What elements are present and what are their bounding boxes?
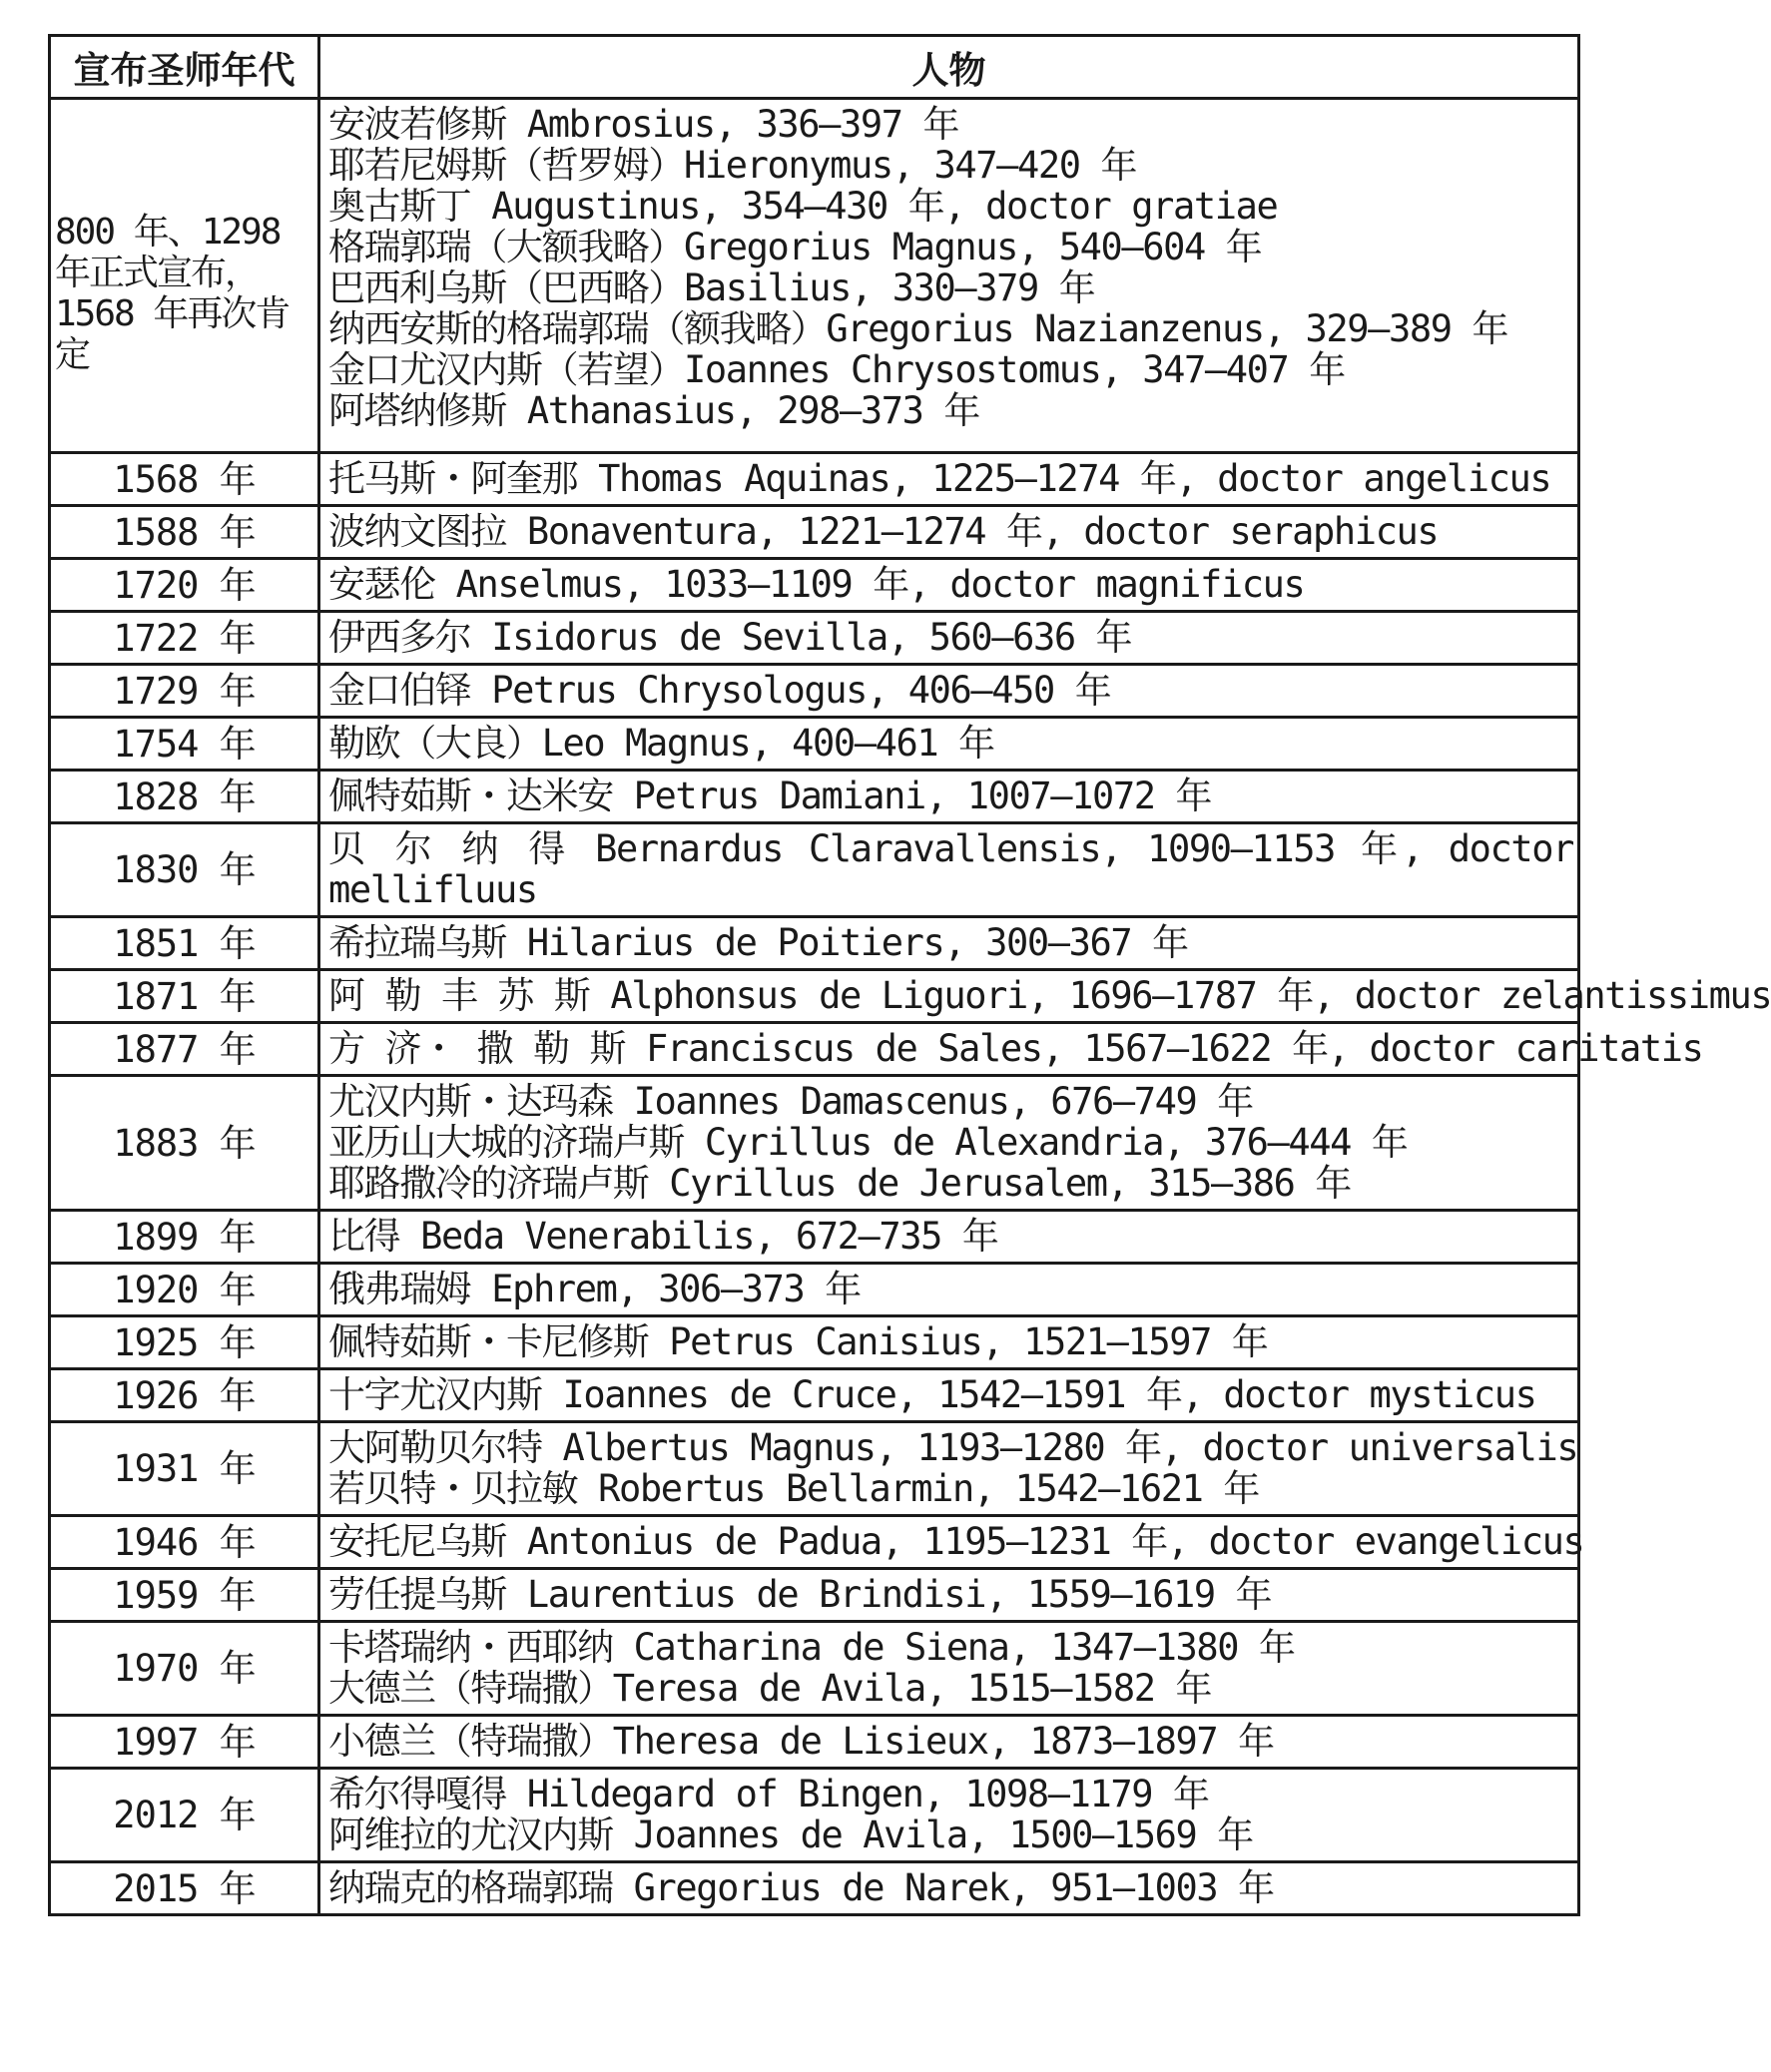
- table-row: [50, 1716, 1579, 1769]
- persons-cell: [319, 559, 1579, 612]
- table-row: [50, 1622, 1579, 1716]
- person-entry: 贝 尔 纳 得 Bernardus Claravallensis, 1090—1153 年, doctor mellifluus: [328, 827, 1573, 911]
- person-entry: 大德兰（特瑞撒）Teresa de Avila, 1515—1582 年: [328, 1667, 1212, 1710]
- person-entry: 纳西安斯的格瑞郭瑞（额我略）Gregorius Nazianzenus, 329—389 年: [328, 307, 1508, 350]
- person-entry: 方 济・ 撒 勒 斯 Franciscus de Sales, 1567—1622 年, doctor caritatis: [328, 1027, 1703, 1070]
- person-entry: 佩特茹斯・卡尼修斯 Petrus Canisius, 1521—1597 年: [328, 1320, 1268, 1363]
- year-cell: 1959 年: [50, 1569, 319, 1622]
- persons-cell: [319, 1422, 1579, 1516]
- persons-cell: [319, 1716, 1579, 1769]
- persons-cell: [319, 718, 1579, 771]
- year-cell: 1754 年: [50, 718, 319, 771]
- table-row: [50, 771, 1579, 823]
- year-cell: 1946 年: [50, 1516, 319, 1569]
- year-cell: 1877 年: [50, 1023, 319, 1076]
- person-entry: 亚历山大城的济瑞卢斯 Cyrillus de Alexandria, 376—444 年: [328, 1121, 1408, 1164]
- persons-cell: [319, 1211, 1579, 1264]
- year-cell: 1828 年: [50, 771, 319, 823]
- person-entry: 俄弗瑞姆 Ephrem, 306—373 年: [328, 1268, 861, 1310]
- persons-cell: [319, 1076, 1579, 1211]
- persons-cell: [319, 665, 1579, 718]
- table-row: [50, 665, 1579, 718]
- year-cell: 1568 年: [50, 453, 319, 506]
- year-cell: 1588 年: [50, 506, 319, 559]
- year-cell: 1931 年: [50, 1422, 319, 1516]
- table-row: [50, 1369, 1579, 1422]
- table-row: [50, 718, 1579, 771]
- person-entry: 耶路撒冷的济瑞卢斯 Cyrillus de Jerusalem, 315—386 年: [328, 1162, 1352, 1205]
- persons-cell: [319, 1862, 1579, 1915]
- persons-cell: [319, 1023, 1703, 1076]
- table-row: [50, 823, 1579, 917]
- person-entry: 小德兰（特瑞撒）Theresa de Lisieux, 1873—1897 年: [328, 1720, 1274, 1763]
- persons-cell: [319, 1316, 1579, 1369]
- person-entry: 佩特茹斯・达米安 Petrus Damiani, 1007—1072 年: [328, 775, 1212, 817]
- person-entry: 耶若尼姆斯（哲罗姆）Hieronymus, 347—420 年: [328, 144, 1137, 187]
- year-cell: 2015 年: [50, 1862, 319, 1915]
- person-entry: 勒欧（大良）Leo Magnus, 400—461 年: [328, 722, 994, 765]
- year-cell: 1851 年: [50, 917, 319, 970]
- table-row: [50, 970, 1579, 1023]
- year-cell: 1720 年: [50, 559, 319, 612]
- year-cell: 1722 年: [50, 612, 319, 665]
- table-row: [50, 453, 1579, 506]
- persons-cell: [319, 99, 1579, 453]
- persons-cell: [319, 771, 1579, 823]
- table-row: [50, 1569, 1579, 1622]
- person-entry: 劳任提乌斯 Laurentius de Brindisi, 1559—1619 年: [328, 1573, 1272, 1616]
- persons-cell: [319, 1769, 1579, 1862]
- person-entry: 安托尼乌斯 Antonius de Padua, 1195—1231 年, doctor evangelicus: [328, 1520, 1584, 1563]
- person-entry: 阿维拉的尤汉内斯 Joannes de Avila, 1500—1569 年: [328, 1813, 1253, 1856]
- person-entry: 金口伯铎 Petrus Chrysologus, 406—450 年: [328, 669, 1111, 712]
- year-cell: 1830 年: [50, 823, 319, 917]
- year-cell: 1899 年: [50, 1211, 319, 1264]
- person-entry: 纳瑞克的格瑞郭瑞 Gregorius de Narek, 951—1003 年: [328, 1866, 1274, 1909]
- doctors-table: [48, 34, 1771, 1916]
- table-row: [50, 917, 1579, 970]
- person-entry: 阿 勒 丰 苏 斯 Alphonsus de Liguori, 1696—1787 年, doctor zelantissimus: [328, 974, 1771, 1017]
- table-row: [50, 1516, 1579, 1569]
- header-persons: 人物: [319, 36, 1579, 99]
- person-entry: 阿塔纳修斯 Athanasius, 298—373 年: [328, 389, 979, 432]
- person-entry: 十字尤汉内斯 Ioannes de Cruce, 1542—1591 年, doctor mysticus: [328, 1373, 1536, 1416]
- person-entry: 金口尤汉内斯（若望）Ioannes Chrysostomus, 347—407 年: [328, 348, 1345, 391]
- persons-cell: [319, 453, 1579, 506]
- table-row: [50, 1316, 1579, 1369]
- persons-cell: [319, 1264, 1579, 1316]
- table-row: [50, 99, 1579, 453]
- person-entry: 希尔得嘎得 Hildegard of Bingen, 1098—1179 年: [328, 1773, 1209, 1815]
- header-row: [50, 36, 1579, 99]
- year-cell: 2012 年: [50, 1769, 319, 1862]
- person-entry: 伊西多尔 Isidorus de Sevilla, 560—636 年: [328, 616, 1132, 659]
- person-entry: 希拉瑞乌斯 Hilarius de Poitiers, 300—367 年: [328, 921, 1188, 964]
- year-cell: 1970 年: [50, 1622, 319, 1716]
- table-row: [50, 1211, 1579, 1264]
- person-entry: 托马斯・阿奎那 Thomas Aquinas, 1225—1274 年, doctor angelicus: [328, 457, 1551, 500]
- person-entry: 比得 Beda Venerabilis, 672—735 年: [328, 1215, 998, 1258]
- persons-cell: [319, 1569, 1579, 1622]
- year-cell: 1883 年: [50, 1076, 319, 1211]
- persons-cell: [319, 1622, 1579, 1716]
- table-row: [50, 1769, 1579, 1862]
- persons-cell: [319, 1516, 1584, 1569]
- person-entry: 大阿勒贝尔特 Albertus Magnus, 1193—1280 年, doctor universalis: [328, 1426, 1578, 1469]
- person-entry: 若贝特・贝拉敏 Robertus Bellarmin, 1542—1621 年: [328, 1467, 1259, 1510]
- table-row: [50, 1023, 1579, 1076]
- persons-cell: [319, 612, 1579, 665]
- table-row: [50, 612, 1579, 665]
- person-entry: 奥古斯丁 Augustinus, 354—430 年, doctor gratiae: [328, 185, 1278, 228]
- person-entry: 巴西利乌斯（巴西略）Basilius, 330—379 年: [328, 266, 1095, 309]
- table-row: [50, 559, 1579, 612]
- year-cell: 1920 年: [50, 1264, 319, 1316]
- persons-cell: [319, 823, 1579, 917]
- person-entry: 尤汉内斯・达玛森 Ioannes Damascenus, 676—749 年: [328, 1080, 1253, 1123]
- person-entry: 卡塔瑞纳・西耶纳 Catharina de Siena, 1347—1380 年: [328, 1626, 1295, 1669]
- year-cell: 1729 年: [50, 665, 319, 718]
- persons-cell: [319, 506, 1579, 559]
- year-cell: 1997 年: [50, 1716, 319, 1769]
- table-row: [50, 506, 1579, 559]
- year-cell: 800 年、1298 年正式宣布，1568 年再次肯定: [50, 99, 319, 453]
- year-cell: 1871 年: [50, 970, 319, 1023]
- table-row: [50, 1076, 1579, 1211]
- table-row: [50, 1862, 1579, 1915]
- header-year: 宣布圣师年代: [50, 36, 319, 99]
- table-body: [50, 99, 1771, 1915]
- year-cell: 1926 年: [50, 1369, 319, 1422]
- person-entry: 波纳文图拉 Bonaventura, 1221—1274 年, doctor seraphicus: [328, 510, 1439, 553]
- persons-cell: [319, 917, 1579, 970]
- table-row: [50, 1422, 1579, 1516]
- person-entry: 格瑞郭瑞（大额我略）Gregorius Magnus, 540—604 年: [328, 226, 1262, 268]
- persons-cell: [319, 1369, 1579, 1422]
- person-entry: 安波若修斯 Ambrosius, 336—397 年: [328, 103, 959, 146]
- persons-cell: [319, 970, 1771, 1023]
- year-cell: 1925 年: [50, 1316, 319, 1369]
- table-row: [50, 1264, 1579, 1316]
- person-entry: 安瑟伦 Anselmus, 1033—1109 年, doctor magnificus: [328, 563, 1305, 606]
